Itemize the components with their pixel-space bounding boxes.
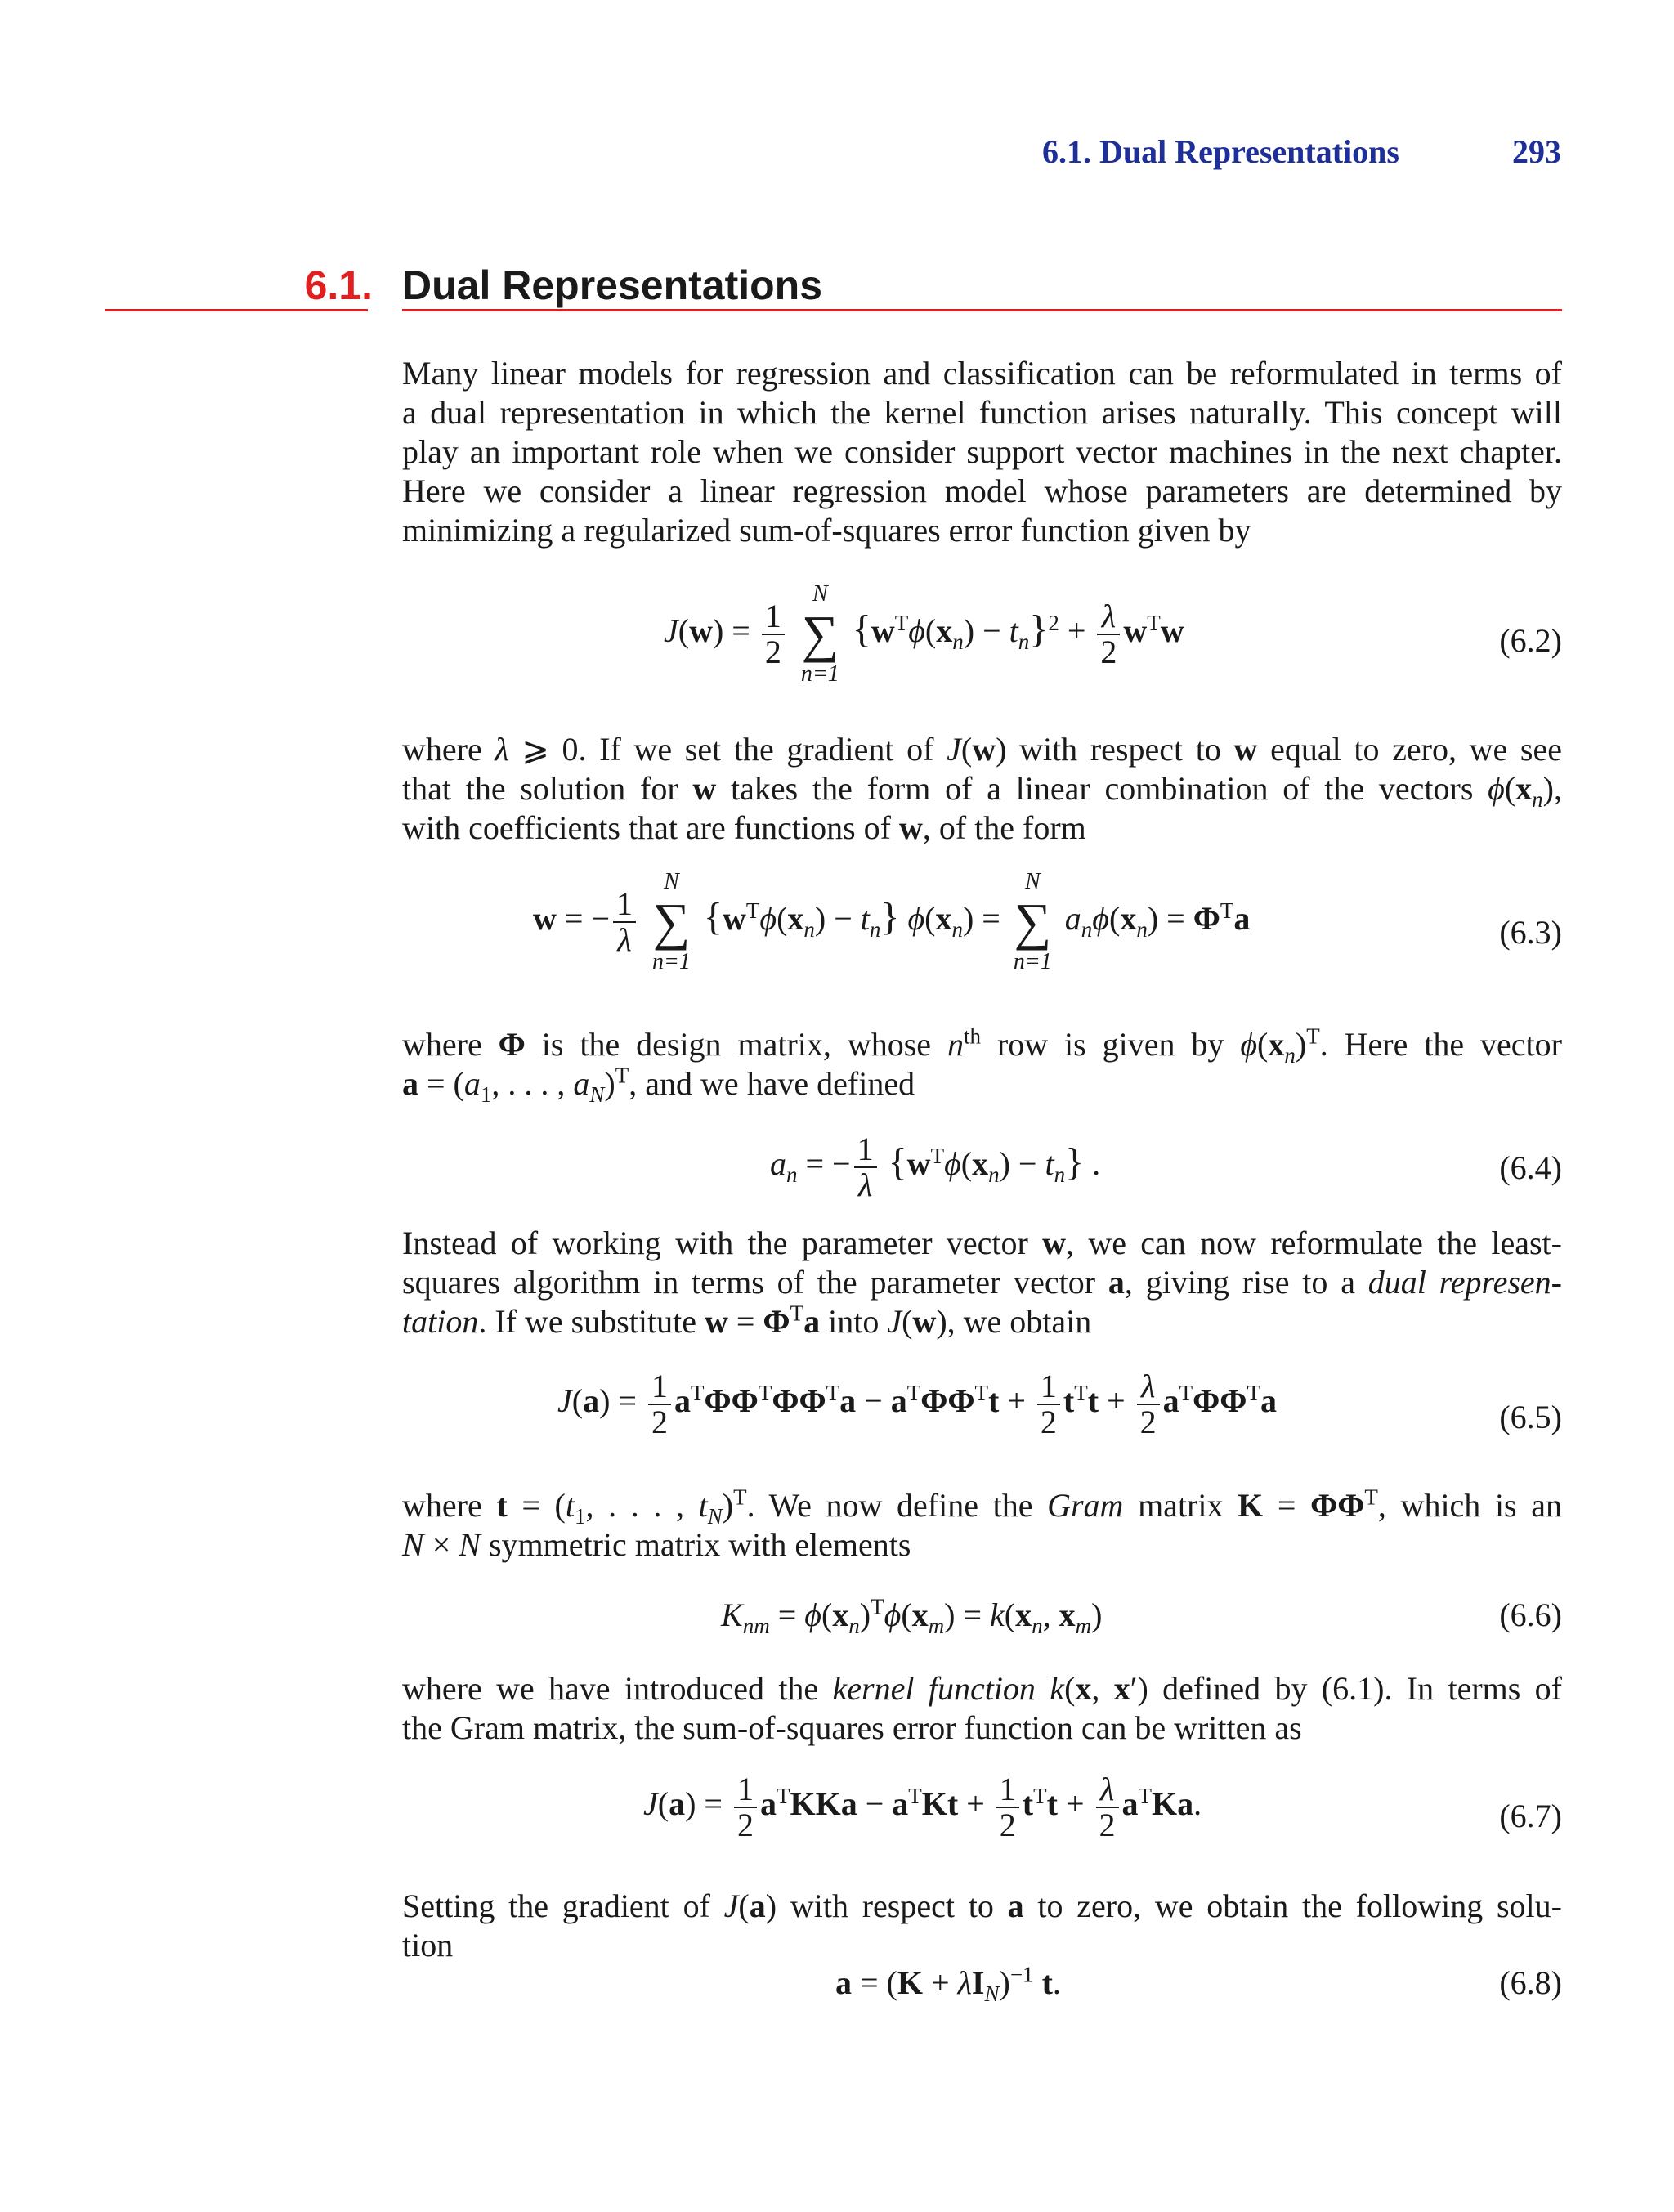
text-line: play an important role when we consider support vector machines in the next chapter. — [402, 433, 1562, 470]
text-line: Here we consider a linear regression model whose parameters are determined by — [402, 472, 1562, 509]
paragraph-dual — [402, 1224, 1562, 1341]
equation-number: (6.4) — [1499, 1149, 1562, 1186]
equation-6-5 — [402, 1369, 1562, 1459]
equation-6-8 — [402, 1963, 1562, 2013]
text-line: where λ ⩾ 0. If we set the gradient of J(w) with respect to w equal to zero, we see — [402, 731, 1563, 768]
equation-number: (6.3) — [1499, 914, 1562, 951]
text-line: tation. If we substitute $w = \Phi^Ta$ into J(w), we obtain — [402, 1301, 1092, 1340]
heading-rule-left — [105, 309, 368, 311]
equation-number: (6.6) — [1499, 1596, 1562, 1633]
equation-body: J(a) = $\frac{1}{2}$ $a^T\Phi\Phi^T\Phi\Phi^Ta - a^T\Phi\Phi^Tt$ + $\frac{1}{2}$ $t^Tt$ + $\frac{\lambda}{2}$ $a^T\Phi\Phi^Ta$ — [557, 1368, 1277, 1440]
text-line: Instead of working with the parameter vector w, we can now reformulate the least- — [402, 1225, 1562, 1261]
text-line: N × N symmetric matrix with elements — [402, 1526, 911, 1563]
section-number: 6.1. — [304, 262, 373, 308]
equation-body: $a_n$ = − $\frac{1}{\lambda}$ $\{w^T\phi(x_n) - t_n\}$ . — [770, 1131, 1101, 1203]
text-line: Many linear models for regression and classification can be reformulated in terms of — [402, 355, 1562, 392]
paragraph-kernel — [402, 1669, 1562, 1748]
running-head — [0, 131, 1561, 172]
equation-number: (6.8) — [1499, 1964, 1562, 2001]
section-heading — [0, 258, 1674, 316]
text-line: squares algorithm in terms of the parameter vector a, giving rise to a dual represen- — [402, 1264, 1562, 1301]
equation-body: J(a) = $\frac{1}{2}$ $a^TKKa - a^TKt$ + $\frac{1}{2}$ $t^Tt$ + $\frac{\lambda}{2}$ $a^TKa$. — [643, 1771, 1202, 1843]
equation-6-3 — [402, 868, 1562, 991]
text-line: Setting the gradient of J(a) with respect to a to zero, we obtain the following solu- — [402, 1887, 1562, 1924]
paragraph-intro — [402, 354, 1562, 550]
equation-number: (6.2) — [1499, 622, 1562, 659]
equation-6-2 — [402, 580, 1562, 703]
text-line: where we have introduced the kernel function k(x, x′) defined by (6.1). In terms of — [402, 1670, 1563, 1707]
equation-6-4 — [402, 1132, 1562, 1222]
equation-body: J(w) = $\frac{1}{2}$ N ∑ n=1 $\{w^T\phi(x_n) - t_n\}^2$ + $\frac{\lambda}{2}$ $w^Tw$ — [664, 581, 1184, 687]
text-line: where $t = (t_1$, . . . , $t_N)^T$. We now define the Gram matrix $K = \Phi\Phi^T$, which is an — [402, 1484, 1563, 1529]
text-line: a dual representation in which the kernel function arises naturally. This concept will — [402, 394, 1562, 431]
text-line: $a = (a_1$, . . . , $a_N)^T$, and we have defined — [402, 1063, 915, 1107]
paragraph-gram — [402, 1486, 1562, 1565]
equation-body: w = − $\frac{1}{\lambda}$ N ∑ n=1 $\{w^T\phi(x_n) - t_n\} \phi(x_n)$ = N ∑ n=1 $a_n\phi(x_n) = \Phi^Ta$ — [533, 869, 1251, 974]
paragraph-gradient — [402, 730, 1562, 848]
text-line: that the solution for w takes the form of a linear combination of the vectors $\phi(x_n)$, — [402, 770, 1562, 812]
heading-rule-right — [402, 309, 1562, 311]
paragraph-solution — [402, 1887, 1562, 1965]
text-line: tion — [402, 1927, 454, 1963]
paragraph-design-matrix — [402, 1023, 1562, 1107]
text-line: with coefficients that are functions of w, of the form — [402, 809, 1086, 846]
running-head-title: 6.1. Dual Representations — [1041, 132, 1399, 170]
equation-6-6 — [402, 1596, 1562, 1645]
section-title: Dual Representations — [402, 262, 823, 308]
page-number: 293 — [1512, 132, 1561, 170]
equation-body: $a = (K + \lambda I_N)^{-1}$ t. — [835, 1962, 1061, 2006]
text-line: minimizing a regularized sum-of-squares error function given by — [402, 512, 1251, 549]
text-line: where Φ is the design matrix, whose $n^{th}$ row is given by $\phi(x_n)^T$. Here the vector — [402, 1023, 1562, 1068]
text-line: the Gram matrix, the sum-of-squares error function can be written as — [402, 1709, 1302, 1746]
equation-number: (6.7) — [1499, 1798, 1562, 1834]
equation-6-7 — [402, 1772, 1562, 1862]
equation-body: $K_{nm} = \phi(x_n)^T\phi(x_m) = k(x_n$, $x_m$) — [721, 1594, 1103, 1638]
equation-number: (6.5) — [1499, 1399, 1562, 1435]
